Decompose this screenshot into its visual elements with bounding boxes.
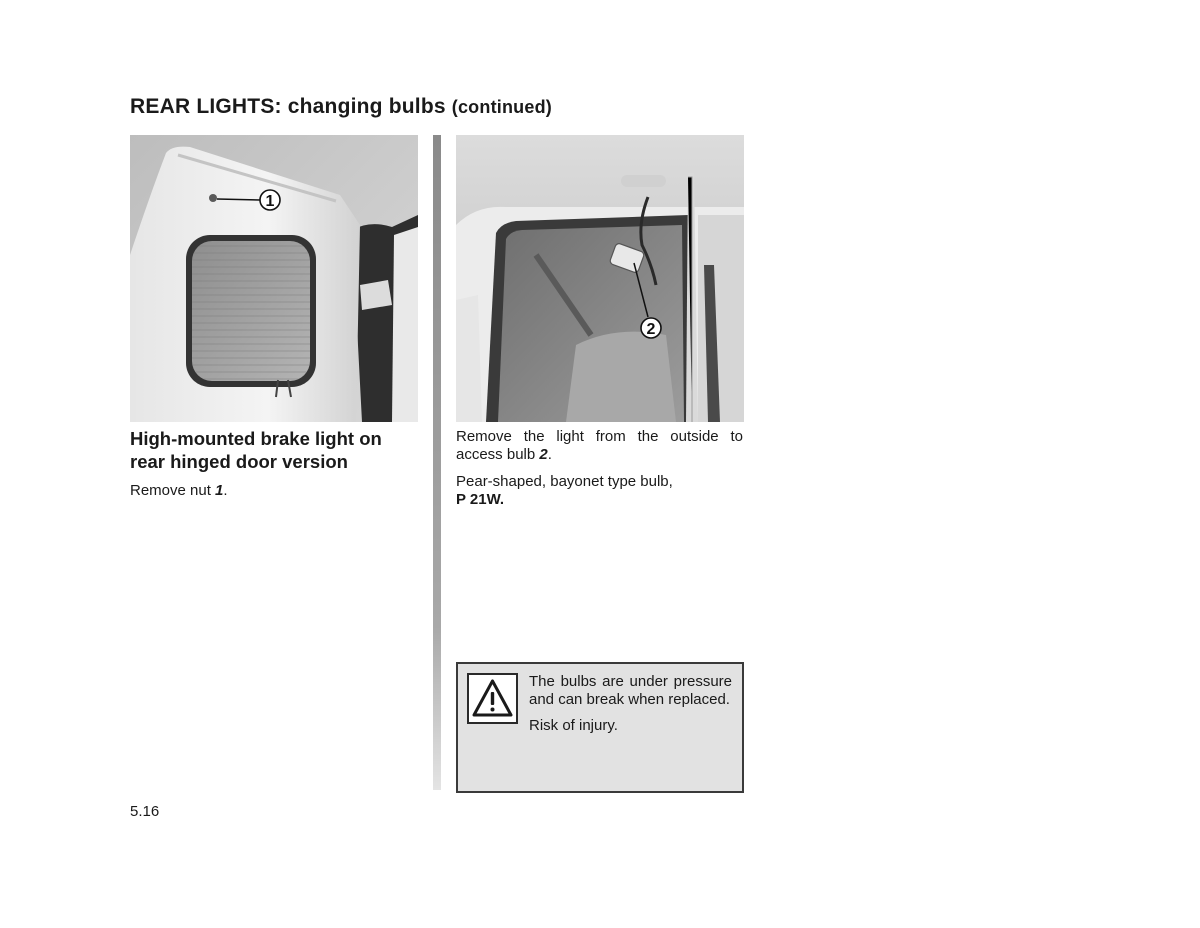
right-instruction: Remove the light from the outside to access bulb 2. xyxy=(456,428,743,463)
page-title-main: REAR LIGHTS: changing bulbs xyxy=(130,95,446,118)
bulb-type: P 21W. xyxy=(456,491,505,508)
warning-triangle-icon xyxy=(467,673,518,724)
warning-box xyxy=(456,662,744,793)
bulb-spec: Pear-shaped, bayonet type bulb, P 21W. xyxy=(456,473,673,508)
rear-door-photo xyxy=(130,135,418,422)
warning-line-2: Risk of injury. xyxy=(529,717,618,734)
nut-reference: 1 xyxy=(215,482,224,499)
bulb-reference: 2 xyxy=(539,446,548,463)
page-title-suffix: (continued) xyxy=(451,97,552,117)
warning-line-1: The bulbs are under pressure and can break when replaced. xyxy=(529,673,732,708)
column-divider xyxy=(433,135,441,790)
left-instruction: Remove nut 1. xyxy=(130,482,228,499)
page-number: 5.16 xyxy=(130,803,160,820)
page-title xyxy=(130,95,552,119)
callout-1: 1 xyxy=(265,193,275,210)
tailgate-photo xyxy=(456,135,744,422)
warning-text xyxy=(529,673,732,743)
section-heading: High-mounted brake light on rear hinged door version xyxy=(130,428,382,472)
callout-2: 2 xyxy=(646,321,656,338)
